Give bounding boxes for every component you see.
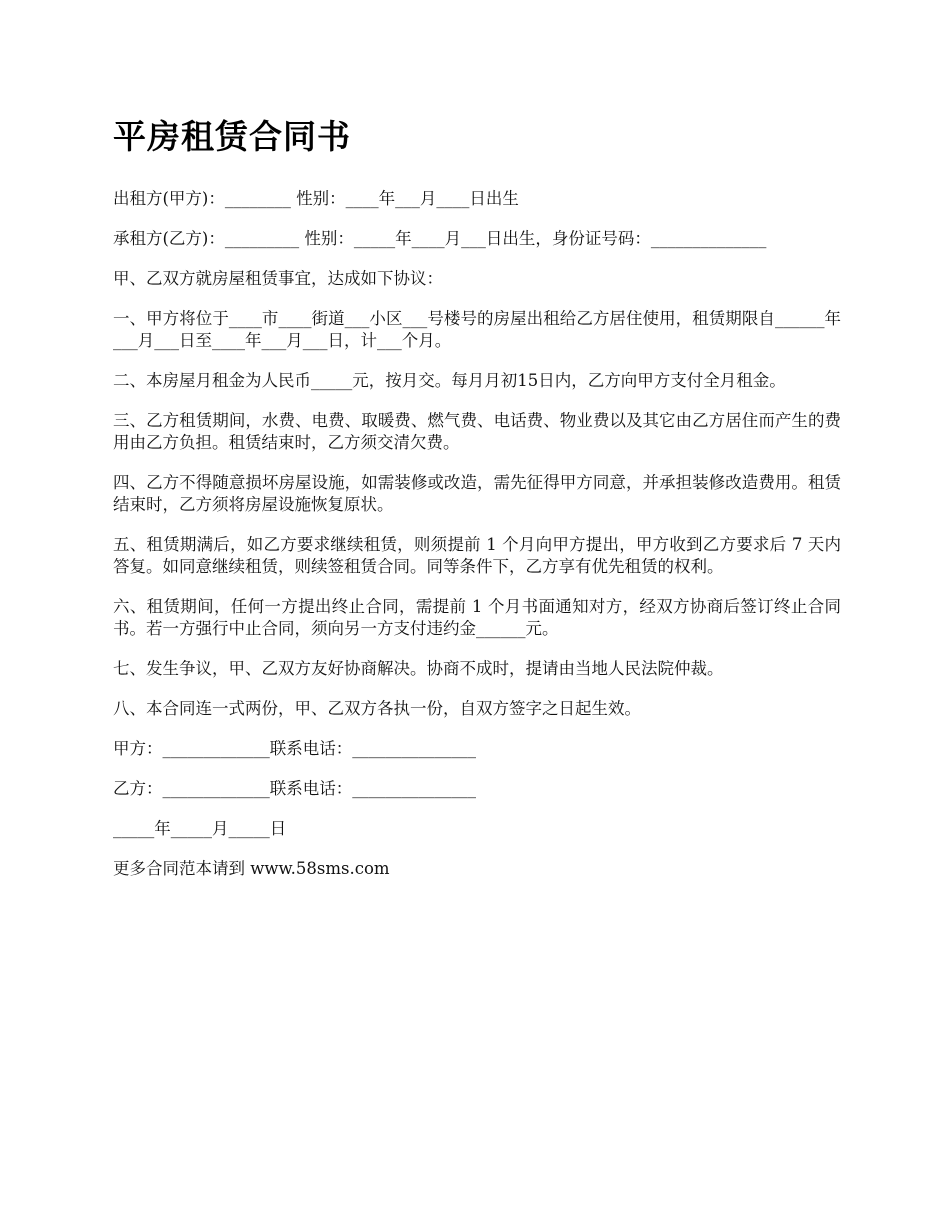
party-b-signature: 乙方：_____________联系电话：_______________ [113, 779, 476, 798]
footer-note: 更多合同范本请到 www.58sms.com [113, 859, 390, 878]
clause-6: 六、租赁期间，任何一方提出终止合同，需提前 1 个月书面通知对方，经双方协商后签订终止合同书。若一方强行中止合同，须向另一方支付违约金______元。 [113, 597, 841, 638]
clause-4: 四、乙方不得随意损坏房屋设施，如需装修或改造，需先征得甲方同意，并承担装修改造费用。租赁结束时，乙方须将房屋设施恢复原状。 [113, 473, 841, 514]
clause-5: 五、租赁期满后，如乙方要求继续租赁，则须提前 1 个月向甲方提出，甲方收到乙方要求后 7 天内答复。如同意继续租赁，则续签租赁合同。同等条件下，乙方享有优先租赁的权利。 [113, 535, 841, 576]
clause-2: 二、本房屋月租金为人民币_____元，按月交。每月月初15日内，乙方向甲方支付全月租金。 [113, 371, 786, 390]
signing-date: _____年_____月_____日 [113, 819, 287, 838]
agreement-intro: 甲、乙双方就房屋租赁事宜，达成如下协议： [113, 269, 443, 288]
clause-3: 三、乙方租赁期间，水费、电费、取暖费、燃气费、电话费、物业费以及其它由乙方居住而产生的费用由乙方负担。租赁结束时，乙方须交清欠费。 [113, 411, 841, 452]
document-title: 平房租赁合同书 [113, 117, 351, 156]
lessee-info: 承租方(乙方)：_________ 性别：_____年____月___日出生，身份证号码：______________ [113, 229, 767, 248]
document-page [113, 112, 841, 898]
clause-1: 一、甲方将位于____市____街道___小区___号楼号的房屋出租给乙方居住使用，租赁期限自______年___月___日至____年___月___日，计___个月。 [113, 309, 842, 350]
lessor-info: 出租方(甲方)：________ 性别：____年___月____日出生 [113, 189, 519, 208]
party-a-signature: 甲方：_____________联系电话：_______________ [113, 739, 476, 758]
clause-7: 七、发生争议，甲、乙双方友好协商解决。协商不成时，提请由当地人民法院仲裁。 [113, 659, 724, 678]
clause-8: 八、本合同连一式两份，甲、乙双方各执一份，自双方签字之日起生效。 [113, 699, 641, 718]
